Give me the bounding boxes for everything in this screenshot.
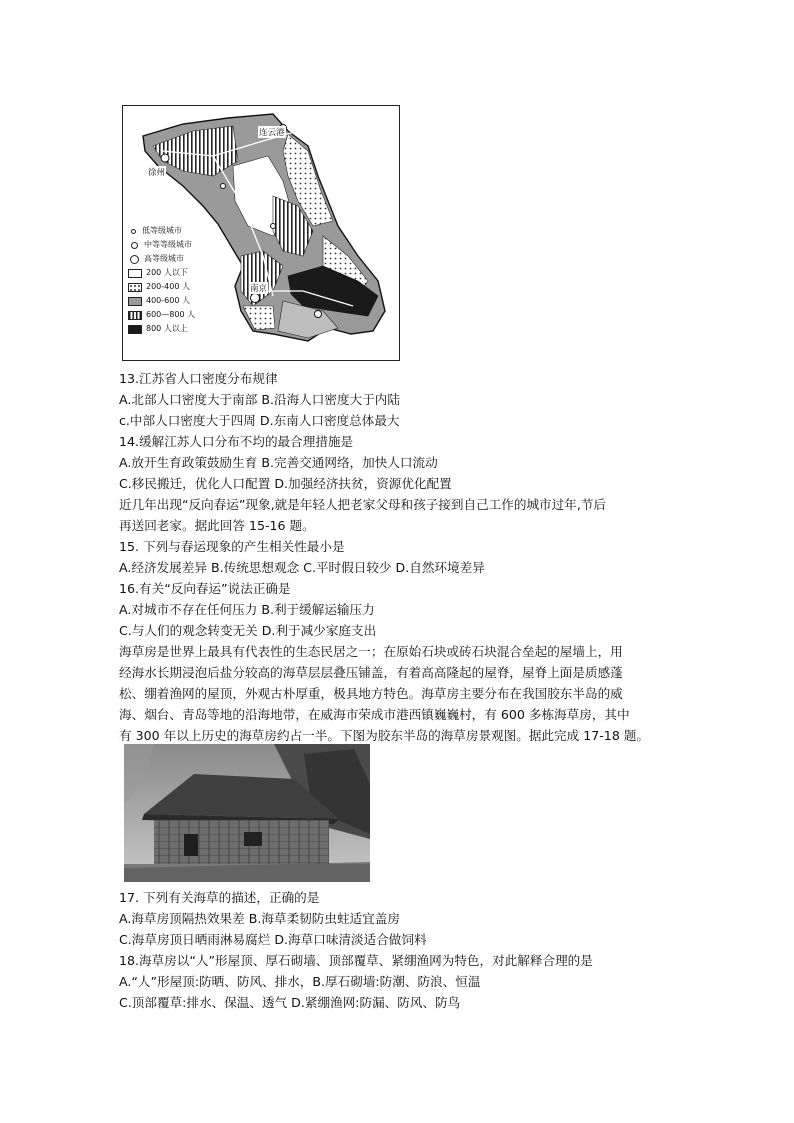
city-marker [271,224,276,229]
legend-item: 中等等级城市 [128,238,195,252]
question-17-options-ab: A.海草房顶隔热效果差 B.海草柔韧防虫蛀适宜盖房 [119,911,400,926]
legend-item: 400-600 人 [128,294,195,308]
question-17-options-cd: C.海草房顶日晒雨淋易腐烂 D.海草口味清淡适合做饲料 [119,932,427,947]
question-13-options-ab: A.北部人口密度大于南部 B.沿海人口密度大于内陆 [119,392,400,407]
legend-item: 200-400 人 [128,280,195,294]
question-14-options-ab: A.放开生育政策鼓励生育 B.完善交通网络，加快人口流动 [119,455,438,470]
question-16-options-cd: C.与人们的观念转变无关 D.利于减少家庭支出 [119,623,377,638]
map-legend [128,224,195,336]
city-marker [315,311,322,318]
swatch-stripes [128,311,142,320]
question-13-options-cd: c.中部人口密度大于四周 D.东南人口密度总体最大 [119,413,400,428]
city-label-nanjing: 南京 [250,284,268,294]
city-label-xuzhou: 徐州 [148,168,166,178]
seaweed-house-photo [124,744,370,882]
passage-line: 有 300 年以上历史的海草房约占一半。下图为胶东半岛的海草房景观图。据此完成 17-18 题。 [119,728,650,743]
photo-graphic [124,744,370,882]
city-label-lianyungang: 连云港 [259,128,285,138]
question-16-stem: 16.有关“反向春运”说法正确是 [119,581,291,596]
legend-item: 高等级城市 [128,252,195,266]
jiangsu-population-density-map [122,105,400,361]
legend-item: 600—800 人 [128,308,195,322]
large-city-icon [130,255,139,264]
swatch-black [128,325,142,334]
question-18-options-ab: A.“人”形屋顶:防晒、防风、排水，B.厚石砌墙:防潮、防浪、恒温 [119,974,481,989]
question-18-options-cd: C.顶部覆草:排水、保温、透气 D.紧绷渔网:防漏、防风、防鸟 [119,995,461,1010]
city-marker [221,184,226,189]
medium-city-icon [131,242,138,249]
legend-item: 800 人以上 [128,322,195,336]
legend-item: 200 人以下 [128,266,195,280]
question-15-stem: 15. 下列与春运现象的产生相关性最小是 [119,539,345,554]
passage-line: 再送回老家。据此回答 15-16 题。 [119,518,315,533]
swatch-gray [128,297,142,306]
legend-item: 低等级城市 [128,224,195,238]
question-17-stem: 17. 下列有关海草的描述，正确的是 [119,890,320,905]
passage-line: 海、烟台、青岛等地的沿海地带，在威海市荣成市港西镇巍巍村，有 600 多栋海草房，其中 [119,707,630,722]
question-15-options: A.经济发展差异 B.传统思想观念 C.平时假日较少 D.自然环境差异 [119,560,485,575]
question-18-stem: 18.海草房以“人”形屋顶、厚石砌墙、顶部覆草、紧绷渔网为特色，对此解释合理的是 [119,953,593,968]
question-13-stem: 13.江苏省人口密度分布规律 [119,371,278,386]
question-14-stem: 14.缓解江苏人口分布不均的最合理措施是 [119,434,354,449]
passage-line: 经海水长期浸泡后盐分较高的海草层层叠压铺盖，有着高高隆起的屋脊，屋脊上面是质感蓬 [119,665,623,680]
passage-line: 松、绷着渔网的屋顶，外观古朴厚重，极具地方特色。海草房主要分布在我国胶东半岛的威 [119,686,623,701]
swatch-white [128,269,142,278]
small-city-icon [131,229,136,234]
swatch-dots [128,283,142,292]
passage-line: 近几年出现“反向春运”现象,就是年轻人把老家父母和孩子接到自己工作的城市过年,节后 [119,497,607,512]
city-marker [161,154,169,162]
question-16-options-ab: A.对城市不存在任何压力 B.利于缓解运输压力 [119,602,375,617]
question-14-options-cd: C.移民搬迁，优化人口配置 D.加强经济扶贫，资源优化配置 [119,476,452,491]
city-marker [251,294,260,303]
passage-line: 海草房是世界上最具有代表性的生态民居之一；在原始石块或砖石块混合垒起的屋墙上，用 [119,644,623,659]
